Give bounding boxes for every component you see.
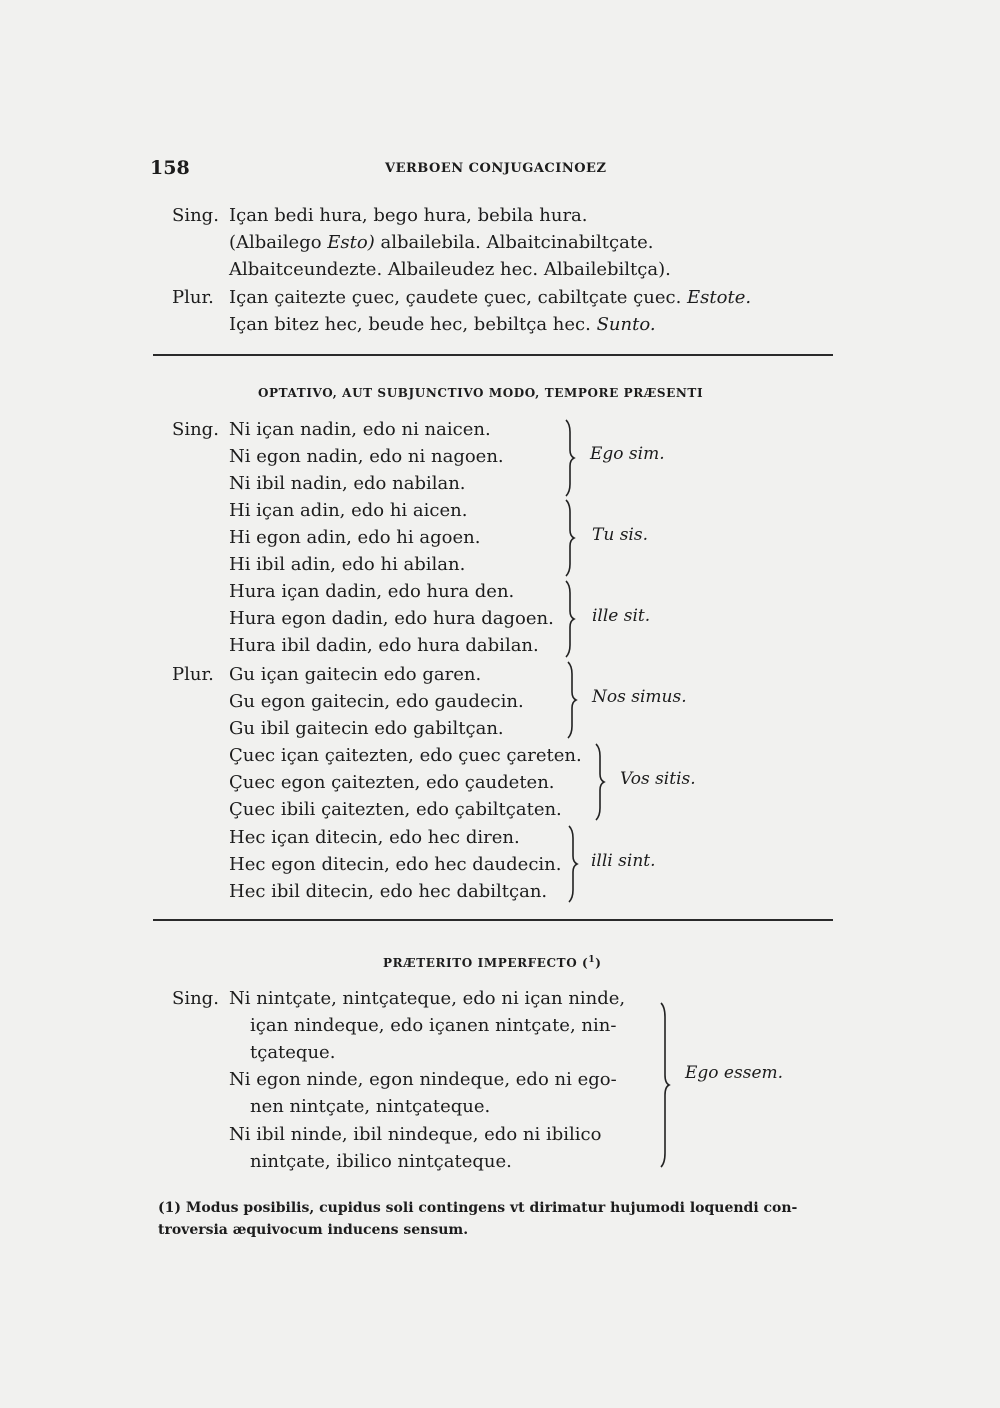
optative-line: Ni içan nadin, edo ni naicen. — [229, 419, 491, 440]
running-title: VERBOEN CONJUGACINOEZ — [385, 161, 607, 176]
optative-line: Hec içan ditecin, edo hec diren. — [229, 827, 520, 848]
brace-icon — [562, 420, 576, 496]
optative-line: Çuec içan çaitezten, edo çuec çareten. — [229, 745, 582, 766]
imperative-line-3: Albaitceundezte. Albaileudez hec. Albailebiltça). — [229, 259, 671, 280]
optative-line: Ni egon nadin, edo ni nagoen. — [229, 446, 504, 467]
optative-heading: OPTATIVO, AUT SUBJUNCTIVO MODO, TEMPORE PRÆSENTI — [258, 386, 704, 400]
optative-line: Hec ibil ditecin, edo hec dabiltçan. — [229, 881, 548, 902]
brace-icon — [592, 744, 606, 820]
imperative-plur-label: Plur. — [172, 287, 214, 308]
brace-icon — [562, 500, 576, 576]
optative-plur-label: Plur. — [172, 664, 214, 685]
brace-icon — [565, 826, 579, 902]
section-divider — [153, 354, 833, 356]
optative-line: Çuec egon çaitezten, edo çaudeten. — [229, 772, 555, 793]
translation-nos-simus: Nos simus. — [592, 687, 687, 707]
imperfect-heading: PRÆTERITO IMPERFECTO ($^1$) — [383, 955, 602, 970]
imperfect-line: nintçate, ibilico nintçateque. — [250, 1151, 512, 1172]
section-divider — [153, 919, 833, 921]
footnote-line-1: (1) Modus posibilis, cupidus soli contingens vt dirimatur hujumodi loquendi con- — [158, 1200, 798, 1216]
translation-tu-sis: Tu sis. — [592, 525, 648, 545]
imperfect-line: içan nindeque, edo içanen nintçate, nin- — [250, 1015, 617, 1036]
optative-line: Hura içan dadin, edo hura den. — [229, 581, 515, 602]
imperative-plur-line-2: Içan bitez hec, beude hec, bebiltça hec. Sunto. — [229, 314, 656, 335]
optative-line: Gu ibil gaitecin edo gabiltçan. — [229, 718, 504, 739]
optative-line: Gu içan gaitecin edo garen. — [229, 664, 482, 685]
translation-vos-sitis: Vos sitis. — [620, 769, 696, 789]
imperative-sing-label: Sing. — [172, 205, 219, 226]
optative-line: Hi içan adin, edo hi aicen. — [229, 500, 468, 521]
imperfect-line: Ni ibil ninde, ibil nindeque, edo ni ibilico — [229, 1124, 602, 1145]
translation-ego-sim: Ego sim. — [590, 444, 665, 464]
translation-ego-essem: Ego essem. — [685, 1063, 784, 1083]
optative-line: Hura ibil dadin, edo hura dabilan. — [229, 635, 539, 656]
translation-illi-sint: illi sint. — [591, 851, 656, 871]
optative-line: Çuec ibili çaitezten, edo çabiltçaten. — [229, 799, 562, 820]
imperative-line-2: (Albailego Esto) albailebila. Albaitcinabiltçate. — [229, 232, 654, 253]
brace-icon — [657, 1003, 671, 1167]
imperfect-sing-label: Sing. — [172, 988, 219, 1009]
optative-sing-label: Sing. — [172, 419, 219, 440]
optative-line: Hec egon ditecin, edo hec daudecin. — [229, 854, 562, 875]
footnote-line-2: troversia æquivocum inducens sensum. — [158, 1222, 469, 1238]
page-number: 158 — [150, 157, 190, 179]
brace-icon — [564, 662, 578, 738]
imperfect-line: Ni egon ninde, egon nindeque, edo ni ego- — [229, 1069, 617, 1090]
imperfect-line: nen nintçate, nintçateque. — [250, 1096, 491, 1117]
optative-line: Hi ibil adin, edo hi abilan. — [229, 554, 466, 575]
optative-line: Gu egon gaitecin, edo gaudecin. — [229, 691, 524, 712]
optative-line: Hura egon dadin, edo hura dagoen. — [229, 608, 554, 629]
imperfect-line: tçateque. — [250, 1042, 336, 1063]
translation-ille-sit: ille sit. — [592, 606, 651, 626]
optative-line: Ni ibil nadin, edo nabilan. — [229, 473, 466, 494]
imperfect-line: Ni nintçate, nintçateque, edo ni içan ninde, — [229, 988, 626, 1009]
brace-icon — [562, 581, 576, 657]
imperative-line-1: Içan bedi hura, bego hura, bebila hura. — [229, 205, 588, 226]
imperative-plur-line-1: Içan çaitezte çuec, çaudete çuec, cabiltçate çuec. Estote. — [229, 287, 752, 308]
optative-line: Hi egon adin, edo hi agoen. — [229, 527, 481, 548]
